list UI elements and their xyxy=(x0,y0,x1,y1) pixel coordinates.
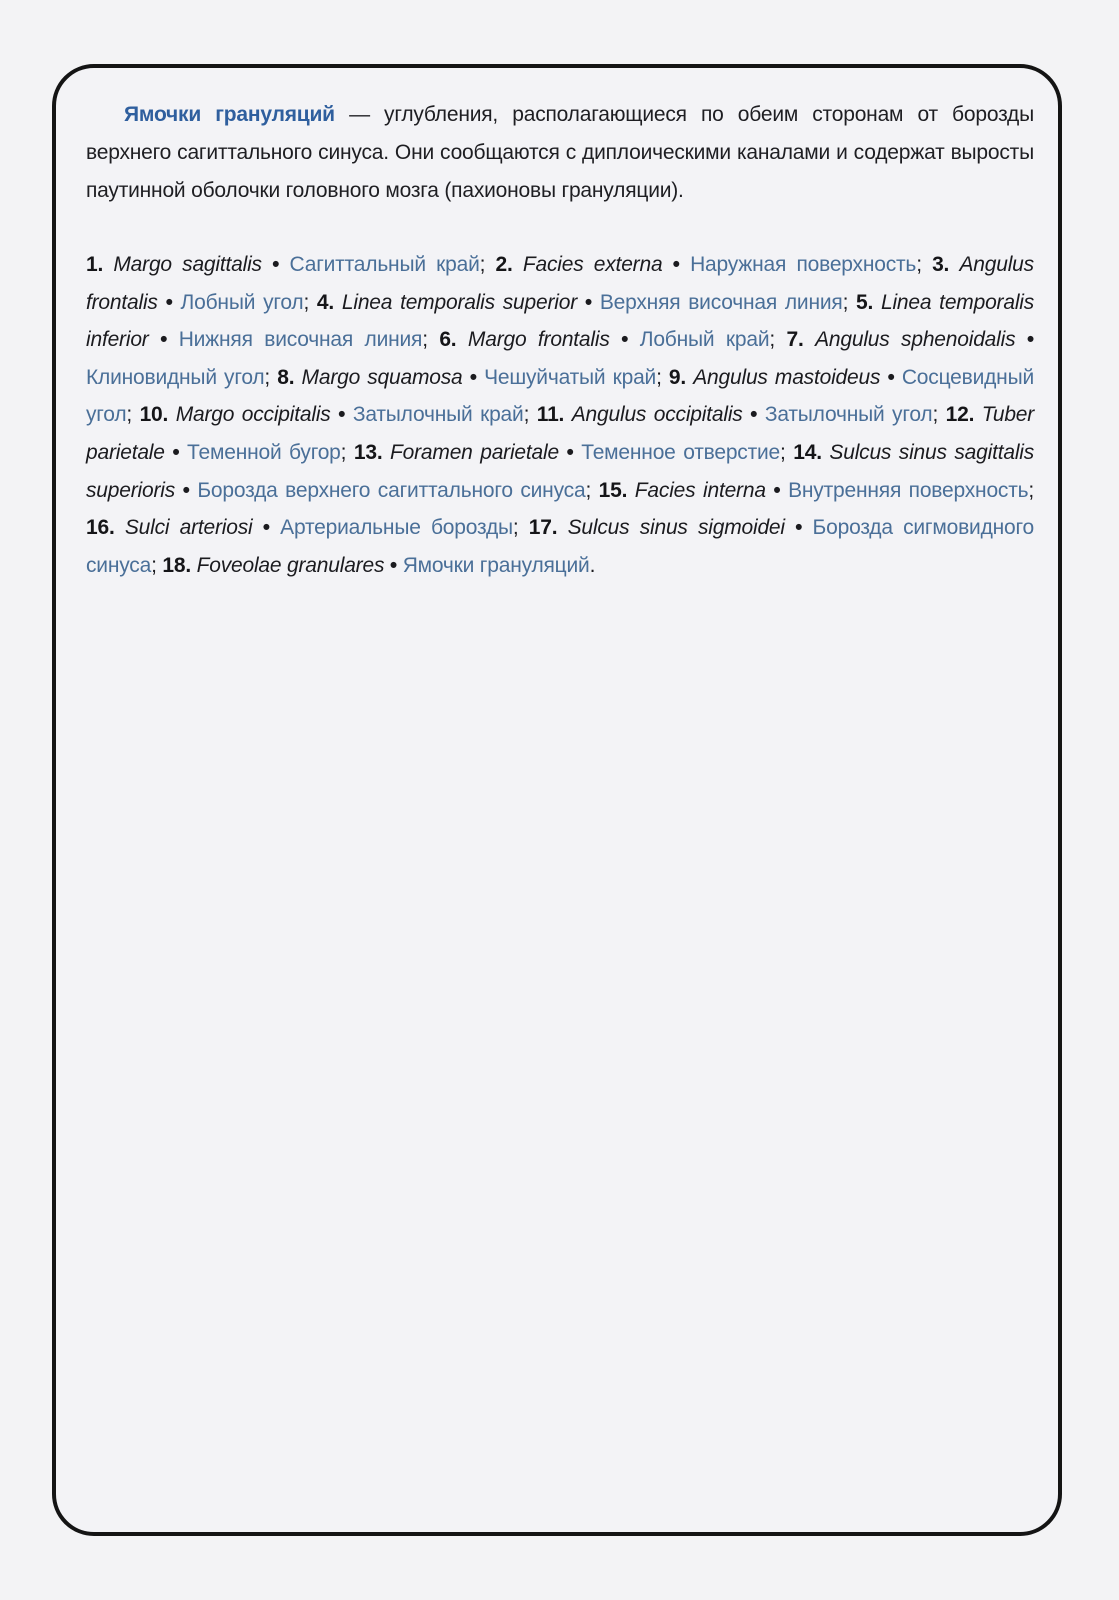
legend-item-latin: Facies interna xyxy=(634,478,766,502)
legend-item-latin: Angulus mastoideus xyxy=(693,365,881,389)
legend-item-number: 5. xyxy=(856,290,874,314)
legend-item xyxy=(537,403,938,426)
legend-item-punctuation: ; xyxy=(1028,478,1035,502)
legend-item-russian: Нижняя височная линия xyxy=(178,328,423,352)
legend-item-russian: Лобный угол xyxy=(180,290,304,314)
legend-item-latin: Margo occipitalis xyxy=(175,403,331,427)
bullet-separator: • xyxy=(165,290,173,314)
legend-item xyxy=(140,403,530,426)
legend-item-russian: Борозда верхнего сагиттального синуса xyxy=(197,478,586,502)
legend-item-latin: Sulcus sinus sagittalis superioris xyxy=(86,440,1035,502)
legend-item xyxy=(599,479,1034,502)
legend-item-russian: Артериальные борозды xyxy=(280,516,513,540)
bullet-separator: • xyxy=(262,516,270,540)
legend-item-number: 10. xyxy=(139,403,169,427)
legend-item-russian: Наружная поверхность xyxy=(690,253,917,276)
legend-item-number: 17. xyxy=(528,516,558,540)
legend-item-number: 11. xyxy=(536,403,565,427)
legend-item-latin: Angulus frontalis xyxy=(86,253,1034,314)
legend-item-russian: Ямочки грануляций xyxy=(402,553,590,577)
intro-text: — углубления, располагающиеся по обеим сторонам от борозды верхнего сагиттального синуса. Они сообщаются с диплоическими каналами и содержат выросты паутинной оболочки головного мозга (пахионовы грануляции). xyxy=(86,103,1034,202)
legend-item-punctuation: ; xyxy=(303,290,310,314)
legend-item-latin: Sulcus sinus sigmoidei xyxy=(567,516,785,540)
legend-item-number: 6. xyxy=(439,328,457,352)
legend-item-russian: Лобный край xyxy=(639,328,770,352)
bullet-separator: • xyxy=(272,253,280,276)
bullet-separator: • xyxy=(389,553,398,577)
legend-item-latin: Facies externa xyxy=(522,253,663,276)
legend-item-russian: Теменной бугор xyxy=(187,440,341,464)
legend-item-russian: Верхняя височная линия xyxy=(599,290,843,314)
content-card xyxy=(52,64,1062,1536)
legend-item-latin: Foveolae granulares xyxy=(196,553,385,577)
legend-item-punctuation: ; xyxy=(842,290,849,314)
legend-item-number: 3. xyxy=(932,253,950,276)
bullet-separator: • xyxy=(172,440,180,464)
legend-item-russian: Сосцевидный угол xyxy=(86,365,1035,427)
intro-paragraph xyxy=(86,96,1034,210)
legend-item-punctuation: ; xyxy=(916,253,922,276)
legend-item-number: 14. xyxy=(793,440,822,464)
bullet-separator: • xyxy=(160,328,168,352)
legend-item-latin: Angulus occipitalis xyxy=(571,403,743,427)
bullet-separator: • xyxy=(182,478,190,502)
legend-item-latin: Linea temporalis inferior xyxy=(86,290,1035,352)
legend-item-punctuation: ; xyxy=(512,516,519,540)
legend-item-latin: Linea temporalis superior xyxy=(341,290,578,314)
legend-item-punctuation: ; xyxy=(264,365,271,389)
bullet-separator: • xyxy=(566,440,574,464)
legend-item xyxy=(496,253,922,276)
legend-item xyxy=(162,554,595,577)
legend-item-punctuation: ; xyxy=(656,365,662,389)
legend-item-number: 8. xyxy=(277,365,295,389)
legend-item-punctuation: ; xyxy=(479,253,486,276)
legend-item xyxy=(86,516,519,539)
legend-item-number: 2. xyxy=(495,253,513,276)
legend-item-punctuation: ; xyxy=(340,440,347,464)
legend-item-latin: Angulus sphenoidalis xyxy=(815,328,1016,352)
legend-item-punctuation: ; xyxy=(585,478,592,502)
legend-item-russian: Чешуйчатый край xyxy=(484,365,657,389)
bullet-separator: • xyxy=(795,516,803,540)
bullet-separator: • xyxy=(672,253,680,276)
legend-item-latin: Margo sagittalis xyxy=(113,253,262,276)
legend-item-punctuation: ; xyxy=(769,328,776,352)
legend-item-number: 12. xyxy=(945,403,975,427)
legend-item-number: 7. xyxy=(786,328,804,352)
legend-item-latin: Margo squamosa xyxy=(301,365,463,389)
legend-item-punctuation: ; xyxy=(422,328,428,352)
legend-item-punctuation: ; xyxy=(126,403,133,427)
legend-item xyxy=(439,328,775,351)
legend-item-number: 4. xyxy=(316,290,335,314)
legend-item-number: 9. xyxy=(668,365,687,389)
bullet-separator: • xyxy=(887,365,895,389)
legend-item xyxy=(317,291,848,314)
card-content xyxy=(86,96,1034,584)
legend-item-russian: Сагиттальный край xyxy=(289,253,480,276)
legend-item-punctuation: . xyxy=(589,553,596,577)
legend-item xyxy=(277,366,662,389)
legend-item-russian: Затылочный угол xyxy=(764,403,933,427)
legend-item-russian: Борозда сигмовидного синуса xyxy=(86,516,1034,577)
legend-item-russian: Теменное отверстие xyxy=(581,440,781,464)
legend-item-number: 13. xyxy=(353,440,383,464)
legend-item-number: 16. xyxy=(86,516,115,540)
bullet-separator: • xyxy=(750,403,758,427)
legend-item xyxy=(86,253,485,276)
intro-term: Ямочки грануляций xyxy=(124,103,335,126)
bullet-separator: • xyxy=(621,328,629,352)
bullet-separator: • xyxy=(773,478,781,502)
legend-item-number: 1. xyxy=(86,253,104,276)
legend-item xyxy=(354,441,786,464)
bullet-separator: • xyxy=(1026,328,1035,352)
legend-item-punctuation: ; xyxy=(151,553,157,577)
legend-item-russian: Затылочный край xyxy=(352,403,524,427)
legend-item-punctuation: ; xyxy=(780,440,786,464)
bullet-separator: • xyxy=(469,365,477,389)
legend-item-punctuation: ; xyxy=(523,403,530,427)
legend-item-number: 18. xyxy=(162,553,191,577)
legend-item-number: 15. xyxy=(598,478,628,502)
legend-item-latin: Tuber parietale xyxy=(86,403,1035,464)
bullet-separator: • xyxy=(338,403,346,427)
legend-item-latin: Sulci arteriosi xyxy=(124,516,253,540)
legend-item-latin: Foramen parietale xyxy=(390,440,559,464)
legend-item-latin: Margo frontalis xyxy=(467,328,610,352)
legend-item-russian: Клиновидный угол xyxy=(86,365,265,389)
legend-item-russian: Внутренняя поверхность xyxy=(788,478,1029,502)
legend-item-punctuation: ; xyxy=(932,403,939,427)
legend-list xyxy=(86,246,1034,584)
bullet-separator: • xyxy=(584,290,593,314)
